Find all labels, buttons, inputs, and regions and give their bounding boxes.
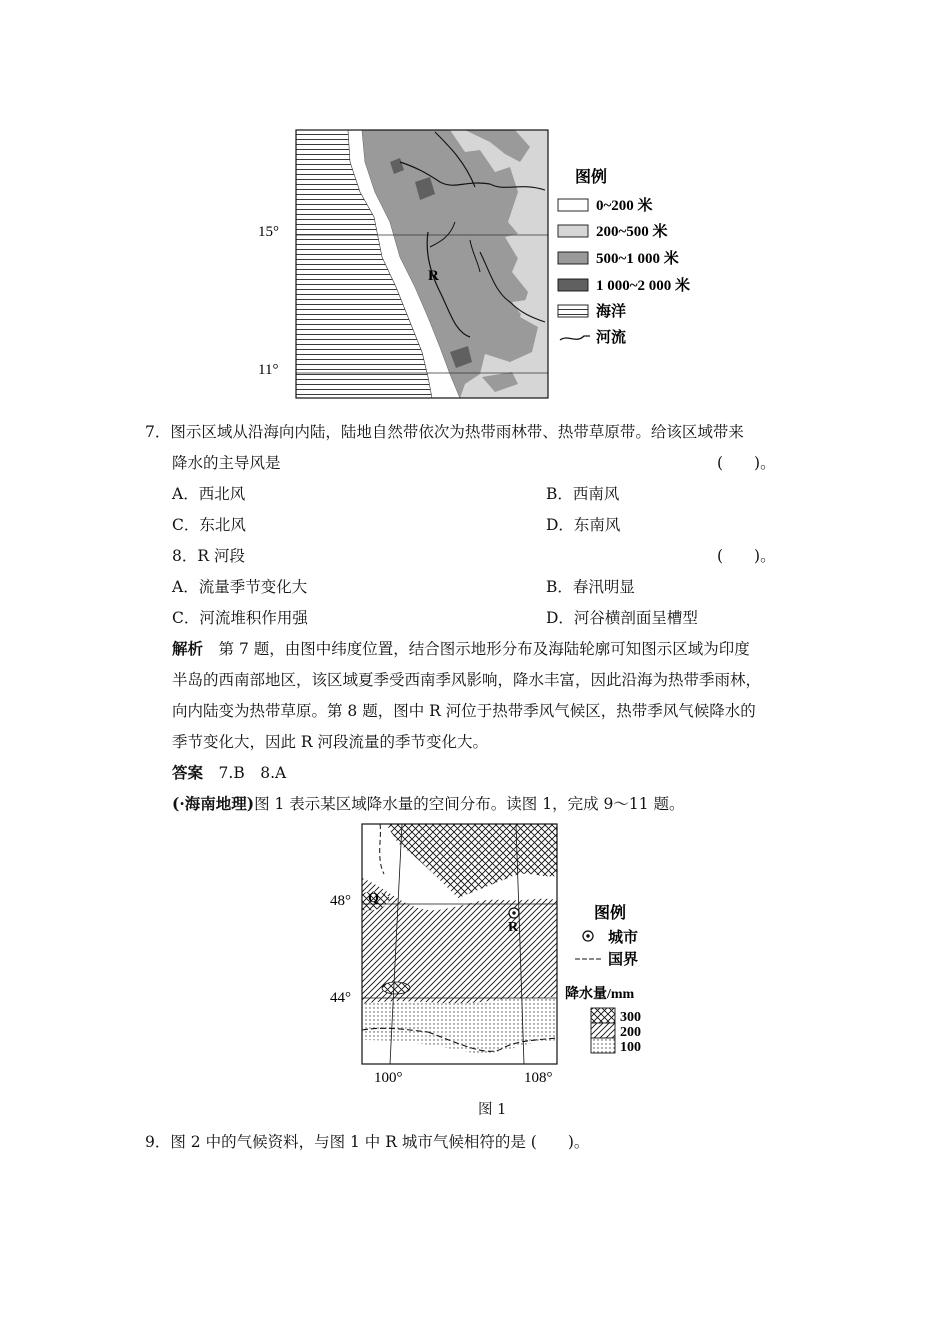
precip-legend-300: 300 <box>620 1010 641 1025</box>
legend-label-200-500: 200~500 米 <box>596 224 668 240</box>
terrain-map-figure <box>250 122 730 404</box>
legend-title: 图例 <box>575 169 608 186</box>
precipitation-map-svg <box>328 818 678 1090</box>
q9-number: 9． <box>145 1133 171 1151</box>
legend-swatch-1000-2000 <box>558 279 588 291</box>
figure-caption: 图 1 <box>478 1102 507 1118</box>
q8-bracket: ( )。 <box>717 547 776 565</box>
precip-legend-100: 100 <box>620 1040 641 1055</box>
analysis-line2: 半岛的西南部地区，该区域夏季受西南季风影响，降水丰富，因此沿海为热带季雨林， <box>172 671 762 689</box>
terrain-map-svg <box>250 122 730 404</box>
legend-label-0-200: 0~200 米 <box>596 198 653 214</box>
q9-stem: 图 2 中的气候资料，与图 1 中 R 城市气候相符的是 <box>170 1133 526 1151</box>
q7-line1 <box>145 420 744 442</box>
q8-option-b: B．春汛明显 <box>546 578 635 596</box>
analysis-label: 解析 <box>172 639 204 658</box>
legend-label-ocean: 海洋 <box>596 304 627 320</box>
analysis-line1 <box>172 637 750 659</box>
lat-label-48: 48° <box>330 893 351 909</box>
legend-river-icon <box>560 336 590 340</box>
q9-bracket: ( )。 <box>530 1133 590 1151</box>
q7-stem-line2: 降水的主导风是 <box>172 454 281 472</box>
q7-option-c: C．东北风 <box>172 516 246 534</box>
answer-text: 7.B 8.A <box>218 764 287 782</box>
legend-swatch-ocean <box>558 305 588 317</box>
legend-swatch-200-500 <box>558 225 588 237</box>
q7-option-d: D．东南风 <box>546 516 621 534</box>
q8-option-c: C．河流堆积作用强 <box>172 609 308 627</box>
precip-legend-200-swatch <box>591 1023 615 1038</box>
lat-label-top: 15° <box>258 224 279 240</box>
q8-stem: 8．R 河段 <box>172 547 245 565</box>
legend-swatch-500-1000 <box>558 252 588 264</box>
lat-label-bottom: 11° <box>258 362 279 378</box>
place-q-label: Q <box>368 891 379 906</box>
legend-border-label: 国界 <box>608 952 639 968</box>
q9-line <box>145 1130 589 1152</box>
intro-source: (·海南地理) <box>172 794 255 813</box>
q7-option-a: A．西北风 <box>172 485 246 503</box>
analysis-line3: 向内陆变为热带草原。第 8 题，图中 R 河位于热带季风气候区，热带季风气候降水的 <box>172 702 756 720</box>
legend-swatch-0-200 <box>558 199 588 211</box>
intro-line <box>172 792 685 814</box>
river-label-r: R <box>428 268 439 284</box>
q8-option-a: A．流量季节变化大 <box>172 578 308 596</box>
legend-label-1000-2000: 1 000~2 000 米 <box>596 278 691 294</box>
analysis-text-1: 第 7 题，由图中纬度位置，结合图示地形分布及海陆轮廓可知图示区域为印度 <box>218 640 750 658</box>
q8-option-d: D．河谷横剖面呈槽型 <box>546 609 698 627</box>
precip-legend-title: 降水量/mm <box>565 987 635 1002</box>
q7-option-b: B．西南风 <box>546 485 620 503</box>
precip-legend-300-swatch <box>591 1008 615 1023</box>
answer-label: 答案 <box>172 763 204 782</box>
analysis-line4: 季节变化大，因此 R 河段流量的季节变化大。 <box>172 733 489 751</box>
legend2-title: 图例 <box>594 905 627 922</box>
legend-label-500-1000: 500~1 000 米 <box>596 251 679 267</box>
lon-label-100: 100° <box>374 1070 403 1086</box>
city-r-label: R <box>508 920 519 935</box>
answer-line <box>172 761 286 783</box>
lon-label-108: 108° <box>524 1070 553 1086</box>
precip-legend-200: 200 <box>620 1025 641 1040</box>
precip-legend-100-swatch <box>591 1038 615 1053</box>
q7-stem-line1: 图示区域从沿海向内陆，陆地自然带依次为热带雨林带、热带草原带。给该区域带来 <box>170 423 744 441</box>
legend-city-label: 城市 <box>608 930 639 946</box>
precipitation-map-figure <box>328 818 678 1090</box>
q7-number: 7． <box>145 423 171 441</box>
intro-text: 图 1 表示某区域降水量的空间分布。读图 1，完成 9～11 题。 <box>254 795 685 813</box>
q7-bracket: ( )。 <box>717 454 776 472</box>
legend-label-river: 河流 <box>596 330 627 346</box>
lat-label-44: 44° <box>330 990 351 1006</box>
